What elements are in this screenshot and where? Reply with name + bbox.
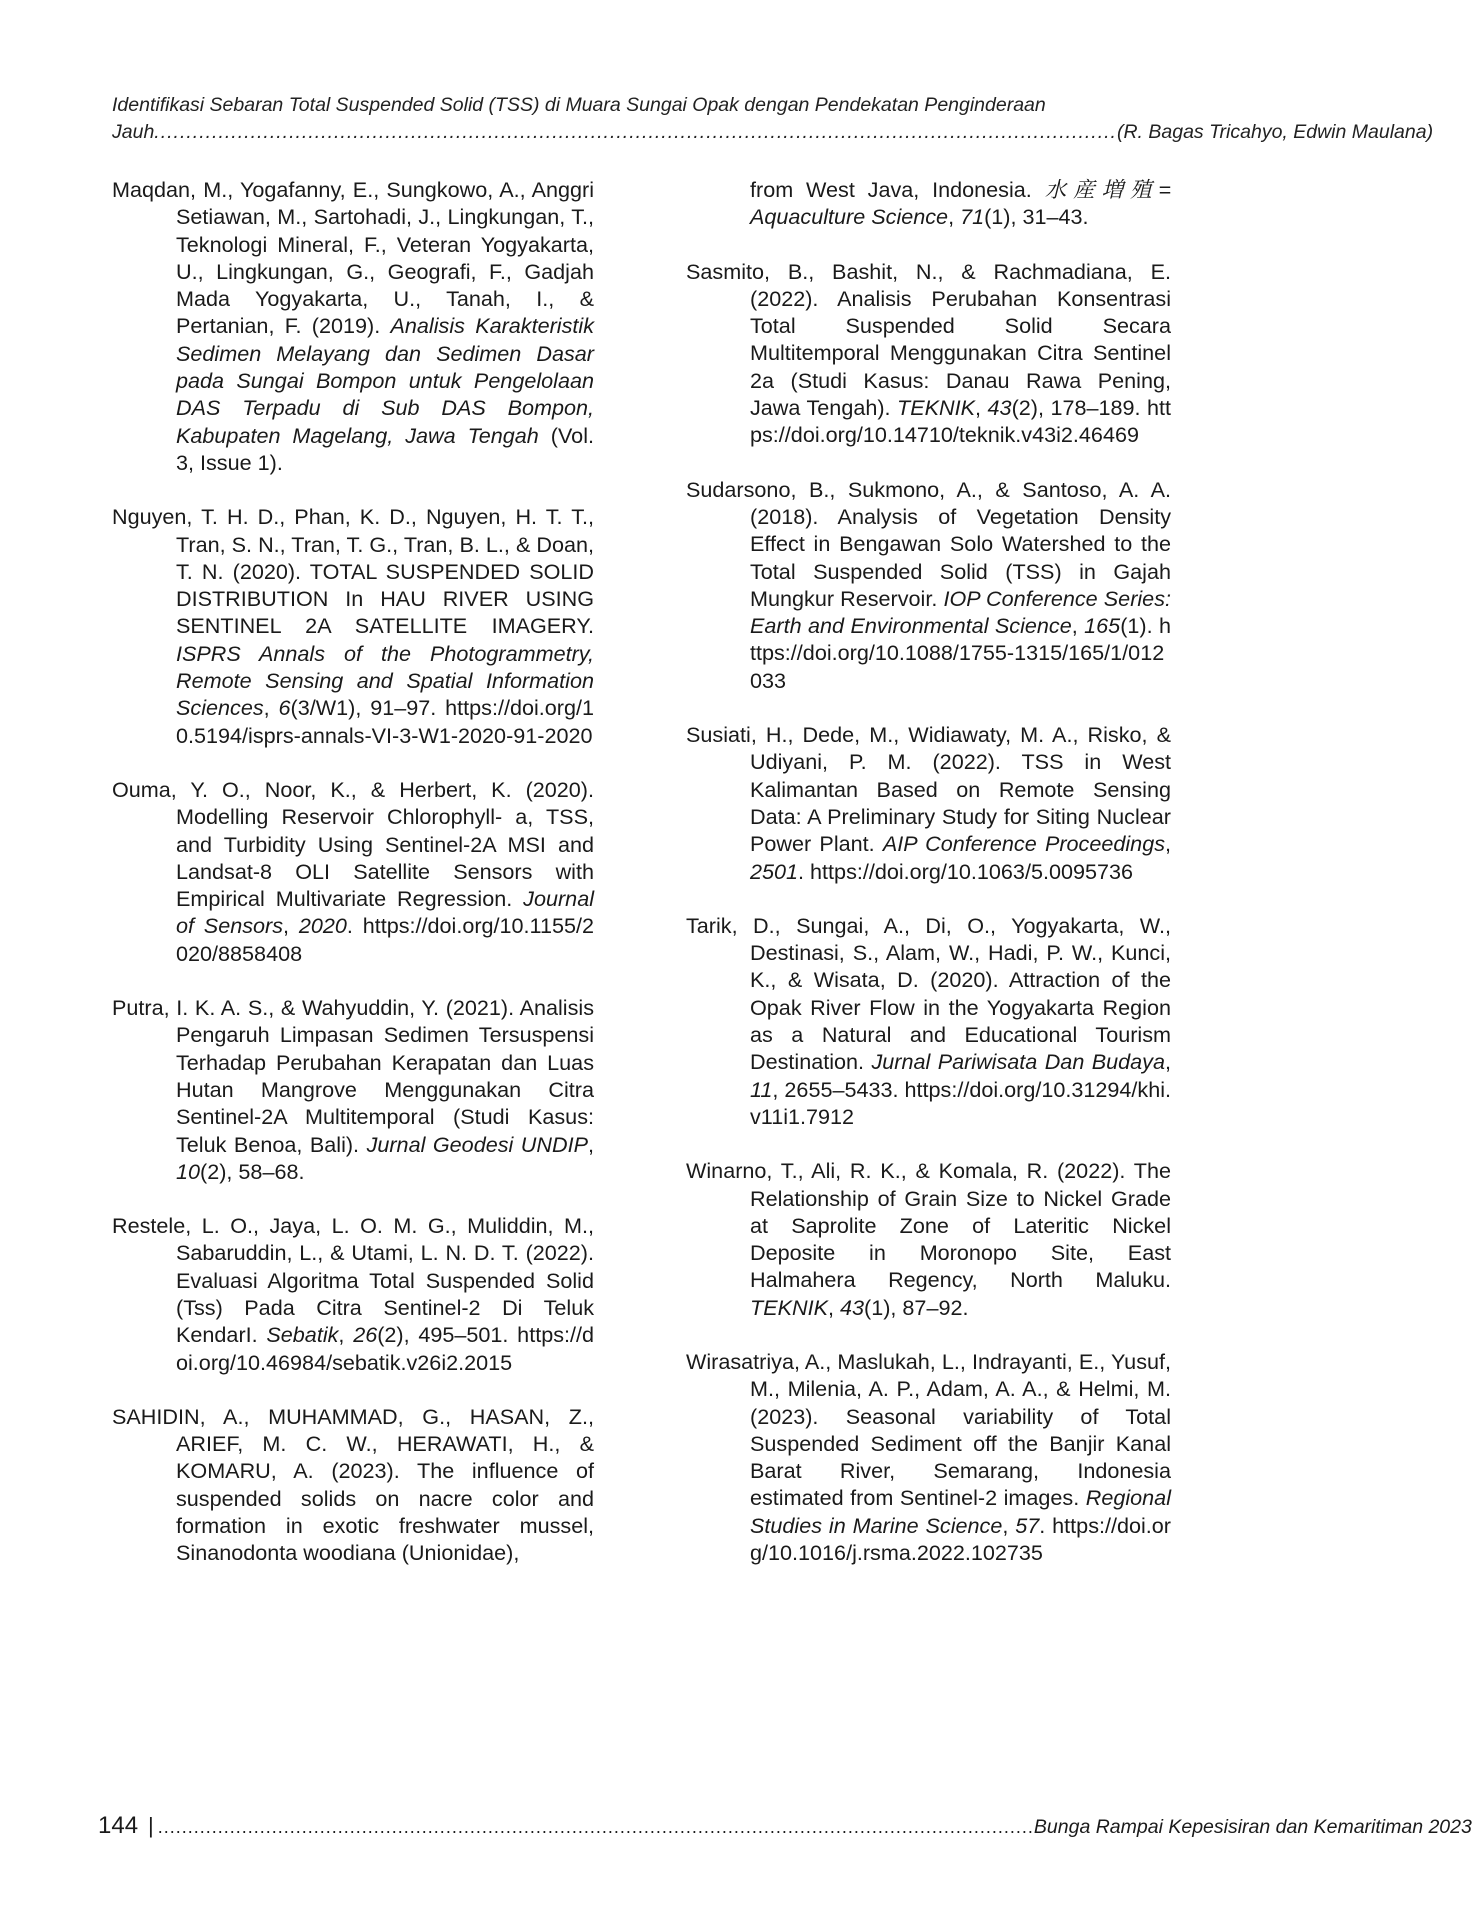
page-footer [98, 1812, 1472, 1840]
reference-entry: Maqdan, M., Yogafanny, E., Sungkowo, A., Anggri Setiawan, M., Sartohadi, J., Lingkungan, T., Teknologi Mineral, F., Veteran Yogyakarta, U., Lingkungan, G., Geografi, F., Gadjah Mada Yogyakarta, U., Tanah, I., & Pertanian, F. (2019). Analisis Karakteristik Sedimen Melayang dan Sedimen Dasar pada Sungai Bompon untuk Pengelolaan DAS Terpadu di Sub DAS Bompon, Kabupaten Magelang, Jawa Tengah (Vol. 3, Issue 1). [112, 177, 594, 475]
leader-dots: ...................................................................................................................................................... [154, 121, 1117, 143]
reference-entry: Nguyen, T. H. D., Phan, K. D., Nguyen, H. T. T., Tran, S. N., Tran, T. G., Tran, B. L., & Doan, T. N. (2020). TOTAL SUSPENDED SOLID DISTRIBUTION In HAU RIVER USING SENTINEL 2A SATELLITE IMAGERY. ISPRS Annals of the Photogrammetry, Remote Sensing and Spatial Information Sciences, 6(3/W1), 91–97. https://doi.org/10.5194/isprs-annals-VI-3-W1-2020-91-2020 [112, 504, 594, 748]
page-number: 144 [98, 1812, 139, 1839]
reference-entry-continued: from West Java, Indonesia. 水産増殖= Aquaculture Science, 71(1), 31–43. [750, 177, 1171, 230]
book-title: Bunga Rampai Kepesisiran dan Kemaritiman 2023 [1033, 1816, 1472, 1838]
references-right-column [686, 176, 1171, 1593]
reference-entry: Restele, L. O., Jaya, L. O. M. G., Muliddin, M., Sabaruddin, L., & Utami, L. N. D. T. (2022). Evaluasi Algoritma Total Suspended Solid (Tss) Pada Citra Sentinel-2 Di Teluk KendarI. Sebatik, 26(2), 495–501. https://doi.org/10.46984/sebatik.v26i2.2015 [112, 1213, 595, 1375]
reference-entry: Putra, I. K. A. S., & Wahyuddin, Y. (2021). Analisis Pengaruh Limpasan Sedimen Tersuspensi Terhadap Perubahan Kerapatan dan Luas Hutan Mangrove Menggunakan Citra Sentinel-2A Multitemporal (Studi Kasus: Teluk Benoa, Bali). Jurnal Geodesi UNDIP, 10(2), 58–68. [112, 995, 594, 1184]
running-header [112, 92, 1434, 146]
running-header-authors: (R. Bagas Tricahyo, Edwin Maulana) [1116, 121, 1434, 143]
reference-entry: Winarno, T., Ali, R. K., & Komala, R. (2022). The Relationship of Grain Size to Nickel Grade at Saprolite Zone of Lateritic Nickel Deposite in Moronopo Site, East Halmahera Regency, North Maluku. TEKNIK, 43(1), 87–92. [686, 1158, 1171, 1320]
running-header-title-end: Jauh [112, 121, 155, 143]
running-header-title: Identifikasi Sebaran Total Suspended Solid (TSS) di Muara Sungai Opak dengan Pendekatan Penginderaan [112, 94, 1046, 116]
reference-entry: SAHIDIN, A., MUHAMMAD, G., HASAN, Z., ARIEF, M. C. W., HERAWATI, H., & KOMARU, A. (2023). The influence of suspended solids on nacre color and formation in exotic freshwater mussel, Sinanodonta woodiana (Unionidae), [112, 1403, 594, 1566]
running-header-line2 [112, 119, 1434, 146]
reference-entry: Sasmito, B., Bashit, N., & Rachmadiana, E. (2022). Analisis Perubahan Konsentrasi Total Suspended Solid Secara Multitemporal Menggunakan Citra Sentinel 2a (Studi Kasus: Danau Rawa Pening, Jawa Tengah). TEKNIK, 43(2), 178–189. https://doi.org/10.14710/teknik.v43i2.46469 [686, 258, 1172, 448]
footer-leader-dots: .................................................................................................................................................. [157, 1817, 1034, 1837]
reference-entry: Sudarsono, B., Sukmono, A., & Santoso, A. A. (2018). Analysis of Vegetation Density Effect in Bengawan Solo Watershed to the Total Suspended Solid (TSS) in Gajah Mungkur Reservoir. IOP Conference Series: Earth and Environmental Science, 165(1). https://doi.org/10.1088/1755-1315/165/1/012033 [686, 476, 1171, 693]
reference-entry: Tarik, D., Sungai, A., Di, O., Yogyakarta, W., Destinasi, S., Alam, W., Hadi, P. W., Kunci, K., & Wisata, D. (2020). Attraction of the Opak River Flow in the Yogyakarta Region as a Natural and Educational Tourism Destination. Jurnal Pariwisata Dan Budaya, 11, 2655–5433. https://doi.org/10.31294/khi.v11i1.7912 [686, 912, 1172, 1129]
reference-entry: Ouma, Y. O., Noor, K., & Herbert, K. (2020). Modelling Reservoir Chlorophyll- a, TSS, and Turbidity Using Sentinel-2A MSI and Landsat-8 OLI Satellite Sensors with Empirical Multivariate Regression. Journal of Sensors, 2020. https://doi.org/10.1155/2020/8858408 [112, 776, 594, 966]
reference-entry: Wirasatriya, A., Maslukah, L., Indrayanti, E., Yusuf, M., Milenia, A. P., Adam, A. A., & Helmi, M. (2023). Seasonal variability of Total Suspended Sediment off the Banjir Kanal Barat River, Semarang, Indonesia estimated from Sentinel-2 images. Regional Studies in Marine Science, 57. https://doi.org/10.1016/j.rsma.2022.102735 [686, 1348, 1172, 1566]
footer-separator: | [148, 1813, 154, 1838]
reference-entry: Susiati, H., Dede, M., Widiawaty, M. A., Risko, & Udiyani, P. M. (2022). TSS in West Kalimantan Based on Remote Sensing Data: A Preliminary Study for Siting Nuclear Power Plant. AIP Conference Proceedings, 2501. https://doi.org/10.1063/5.0095736 [686, 722, 1171, 884]
references-left-column [112, 176, 594, 1594]
